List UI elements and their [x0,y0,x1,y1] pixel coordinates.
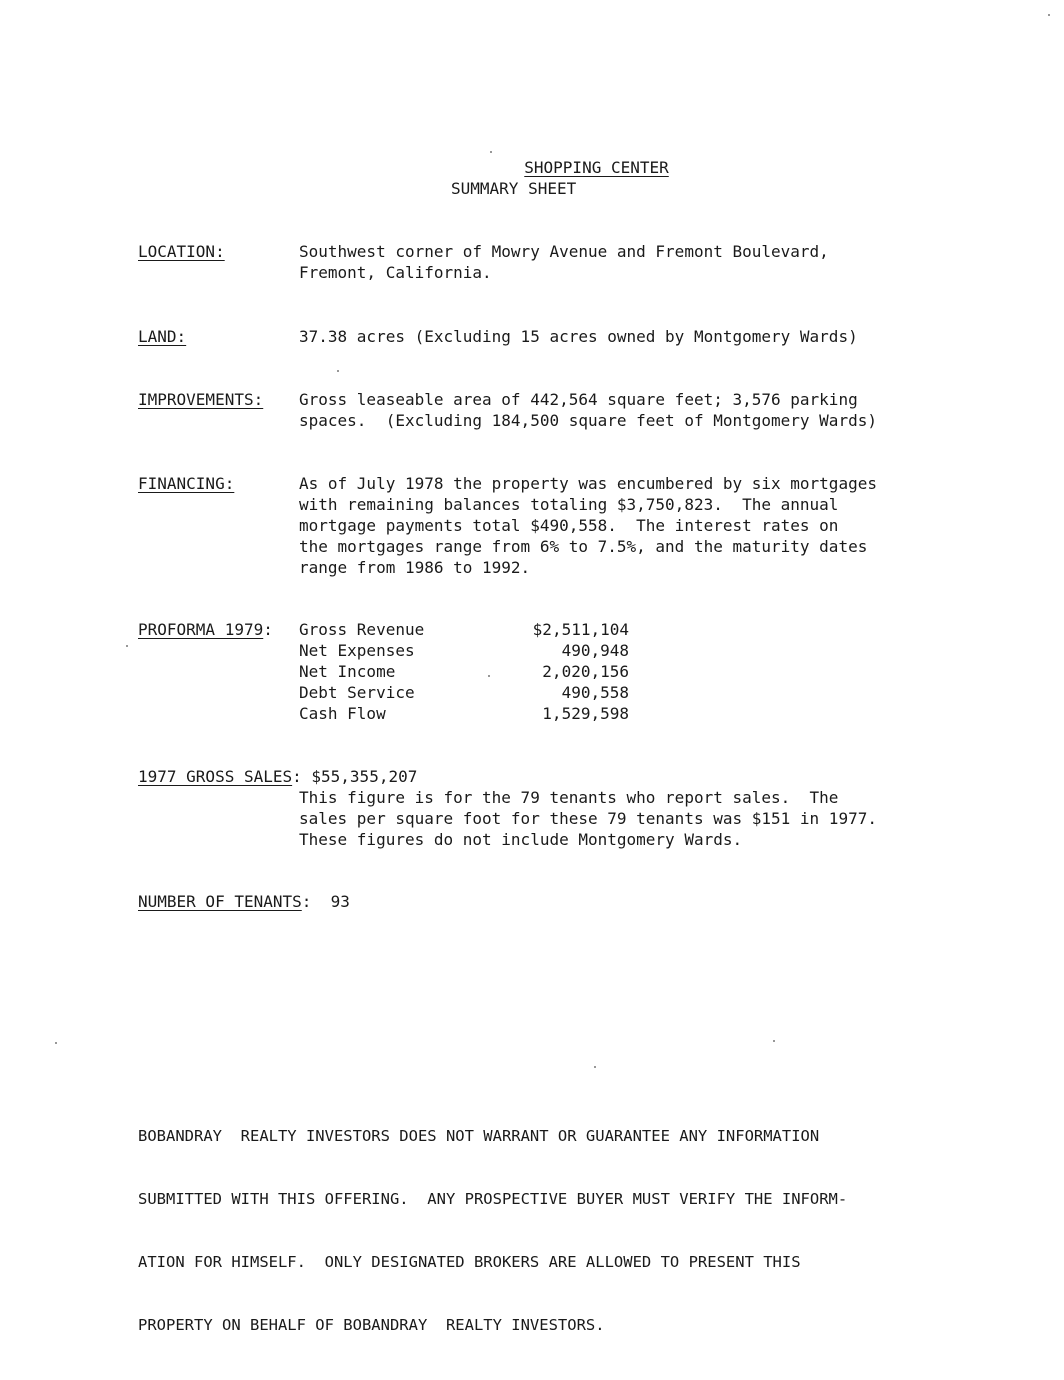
scan-speck [490,151,492,153]
proforma-row-value: 2,020,156 [542,662,629,681]
proforma-row-value: 1,529,598 [542,704,629,723]
location-line: Southwest corner of Mowry Avenue and Fremont Boulevard, [299,242,829,261]
improvements-label: IMPROVEMENTS: [138,390,264,409]
proforma-row [299,661,629,682]
location-line: Fremont, California. [299,263,492,282]
proforma-row [299,682,629,703]
proforma-row-value: 490,558 [561,683,629,702]
improvements-text [299,389,999,431]
proforma-colon: : [263,620,273,639]
financing-line: with remaining balances totaling $3,750,823. The annual [299,495,839,514]
tenants-label: NUMBER OF TENANTS [138,892,302,911]
proforma-label-text: PROFORMA 1979 [138,620,264,639]
gross-sales-value: : $55,355,207 [292,767,418,786]
disclaimer-line: ATION FOR HIMSELF. ONLY DESIGNATED BROKERS ARE ALLOWED TO PRESENT THIS [138,1253,801,1271]
gross-sales-label: 1977 GROSS SALES [138,767,293,786]
proforma-row [299,640,629,661]
financing-line: the mortgages range from 6% to 7.5%, and the maturity dates [299,537,868,556]
tenants-value: : 93 [301,892,350,911]
disclaimer-line: BOBANDRAY REALTY INVESTORS DOES NOT WARRANT OR GUARANTEE ANY INFORMATION [138,1127,820,1145]
disclaimer-line: PROPERTY ON BEHALF OF BOBANDRAY REALTY INVESTORS. [138,1316,605,1334]
scan-speck [55,1042,57,1044]
improvements-line: Gross leaseable area of 442,564 square feet; 3,576 parking [299,390,858,409]
land-text: 37.38 acres (Excluding 15 acres owned by Montgomery Wards) [299,327,858,346]
financing-line: mortgage payments total $490,558. The interest rates on [299,516,839,535]
proforma-label [138,619,273,640]
financing-line: range from 1986 to 1992. [299,558,531,577]
scan-speck [126,645,128,647]
location-label: LOCATION: [138,242,225,261]
gross-sales-line: This figure is for the 79 tenants who report sales. The [299,788,839,807]
gross-sales-line: sales per square foot for these 79 tenants was $151 in 1977. [299,809,877,828]
scan-speck [773,1040,775,1042]
page-subtitle: SUMMARY SHEET [451,179,577,198]
proforma-row [299,619,629,640]
proforma-row-value: $2,511,104 [532,620,629,639]
proforma-row-label: Debt Service [299,683,415,702]
page-title: SHOPPING CENTER [524,158,669,177]
financing-line: As of July 1978 the property was encumbered by six mortgages [299,474,877,493]
location-text [299,241,999,283]
scan-speck [1048,14,1050,16]
gross-sales-text [299,787,999,850]
scan-speck [594,1066,596,1068]
scan-speck [337,370,339,372]
disclaimer-line: SUBMITTED WITH THIS OFFERING. ANY PROSPECTIVE BUYER MUST VERIFY THE INFORM- [138,1190,848,1208]
disclaimer [138,1084,847,1357]
proforma-row-label: Gross Revenue [299,620,425,639]
land-label: LAND: [138,327,187,346]
proforma-row-label: Net Income [299,662,396,681]
improvements-line: spaces. (Excluding 184,500 square feet of Montgomery Wards) [299,411,877,430]
proforma-row [299,703,629,724]
proforma-row-label: Cash Flow [299,704,386,723]
tenants-heading [138,891,350,912]
proforma-row-label: Net Expenses [299,641,415,660]
gross-sales-heading [138,766,417,787]
financing-text [299,473,999,578]
proforma-row-value: 490,948 [561,641,629,660]
gross-sales-line: These figures do not include Montgomery Wards. [299,830,743,849]
scan-speck [488,675,490,677]
financing-label: FINANCING: [138,474,235,493]
